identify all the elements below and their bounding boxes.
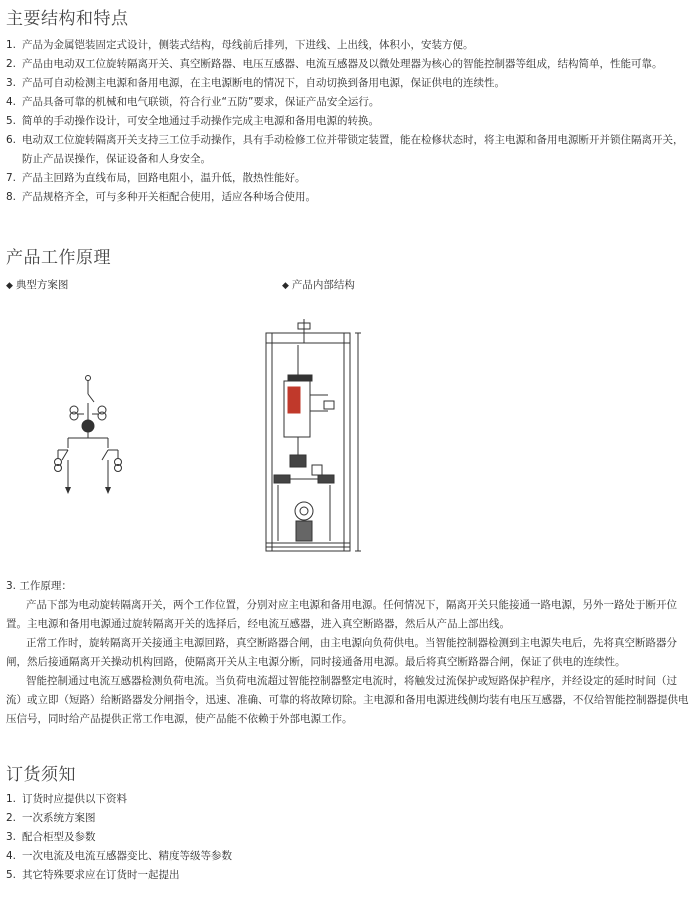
list-item-number: 1.	[6, 793, 17, 805]
list-item-text: 产品主回路为直线布局，回路电阻小，温升低，散热性能好。	[22, 172, 306, 184]
list-item-number: 8.	[6, 191, 17, 203]
list-item	[6, 828, 692, 847]
list-item	[6, 55, 692, 74]
internal-structure-label: ◆ 产品内部结构	[282, 279, 355, 291]
diamond-icon: ◆	[282, 281, 289, 291]
list-item-number: 4.	[6, 850, 17, 862]
list-item	[6, 809, 692, 828]
list-item-number: 4.	[6, 96, 17, 108]
list-item-number: 7.	[6, 172, 17, 184]
list-item	[6, 36, 692, 55]
list-item-text: 产品可自动检测主电源和备用电源，在主电源断电的情况下，自动切换到备用电源，保证供电的连续性。	[22, 77, 505, 89]
list-item-number: 3.	[6, 77, 17, 89]
section-title-principle: 产品工作原理	[6, 248, 111, 268]
principle-section	[6, 577, 692, 729]
list-item-text: 订货时应提供以下资料	[22, 793, 127, 805]
list-item-text: 简单的手动操作设计，可安全地通过手动操作完成主电源和备用电源的转换。	[22, 115, 379, 127]
principle-paragraph-1: 产品下部为电动旋转隔离开关，两个工作位置，分别对应主电源和备用电源。任何情况下，隔离开关只能接通一路电源，另外一路处于断开位置。主电源和备用电源通过旋转隔离开关的选择后，经电流互感器，进入真空断路器，然后从产品上部出线。	[6, 599, 677, 630]
list-item	[6, 188, 692, 207]
list-item-text: 一次电流及电流互感器变比、精度等级等参数	[22, 850, 232, 862]
list-item	[6, 847, 692, 866]
list-item-text: 其它特殊要求应在订货时一起提出	[22, 869, 180, 881]
section-title-structure: 主要结构和特点	[6, 9, 129, 29]
list-item-text: 产品具备可靠的机械和电气联锁，符合行业“五防”要求，保证产品安全运行。	[22, 96, 380, 108]
scheme-diagram	[50, 370, 130, 500]
list-item-text: 产品由电动双工位旋转隔离开关、真空断路器、电压互感器、电流互感器及以微处理器为核心的智能控制器等组成，结构简单，性能可靠。	[22, 58, 663, 70]
principle-paragraph-2: 正常工作时，旋转隔离开关接通主电源回路，真空断路器合闸，由主电源向负荷供电。当智能控制器检测到主电源失电后，先将真空断路器分闸，然后接通隔离开关操动机构回路，使隔离开关从主电源分断，同时接通备用电源。最后将真空断路器合闸，保证了供电的连续性。	[6, 637, 677, 668]
feature-list	[6, 36, 692, 207]
internal-structure-diagram	[258, 315, 363, 555]
list-item-text: 产品为金属铠装固定式设计，侧装式结构，母线前后排列，下进线、上出线，体积小，安装方便。	[22, 39, 474, 51]
principle-paragraph-3: 智能控制通过电流互感器检测负荷电流。当负荷电流超过智能控制器整定电流时，将触发过流保护或短路保护程序，并经设定的延时时间（过流）或立即（短路）给断路器发分闸指令，迅速、准确、可靠的将故障切除。主电源和备用电源进线侧均装有电压互感器，不仅给智能控制器提供电压信号，同时给产品提供正常工作电源，使产品能不依赖于外部电源工作。	[6, 675, 689, 725]
list-item-number: 1.	[6, 39, 17, 51]
list-item	[6, 74, 692, 93]
section-title-ordering: 订货须知	[6, 765, 76, 785]
list-item-number: 5.	[6, 869, 17, 881]
ordering-list	[6, 790, 692, 885]
list-item	[6, 169, 692, 188]
list-item-number: 2.	[6, 58, 17, 70]
list-item-text: 配合柜型及参数	[22, 831, 96, 843]
list-item-number: 5.	[6, 115, 17, 127]
list-item-text: 一次系统方案图	[22, 812, 96, 824]
list-item	[6, 131, 692, 169]
list-item-text: 电动双工位旋转隔离开关支持三工位手动操作，具有手动检修工位并带锁定装置，能在检修状态时，将主电源和备用电源断开并锁住隔离开关，防止产品误操作，保证设备和人身安全。	[22, 134, 684, 165]
list-item-number: 3.	[6, 831, 17, 843]
list-item	[6, 790, 692, 809]
principle-title: 3. 工作原理：	[6, 580, 72, 592]
list-item-number: 2.	[6, 812, 17, 824]
list-item-number: 6.	[6, 134, 17, 146]
list-item	[6, 112, 692, 131]
scheme-diagram-label: ◆ 典型方案图	[6, 279, 69, 291]
list-item-text: 产品规格齐全，可与多种开关柜配合使用，适应各种场合使用。	[22, 191, 316, 203]
diamond-icon: ◆	[6, 281, 13, 291]
list-item	[6, 93, 692, 112]
list-item	[6, 866, 692, 885]
